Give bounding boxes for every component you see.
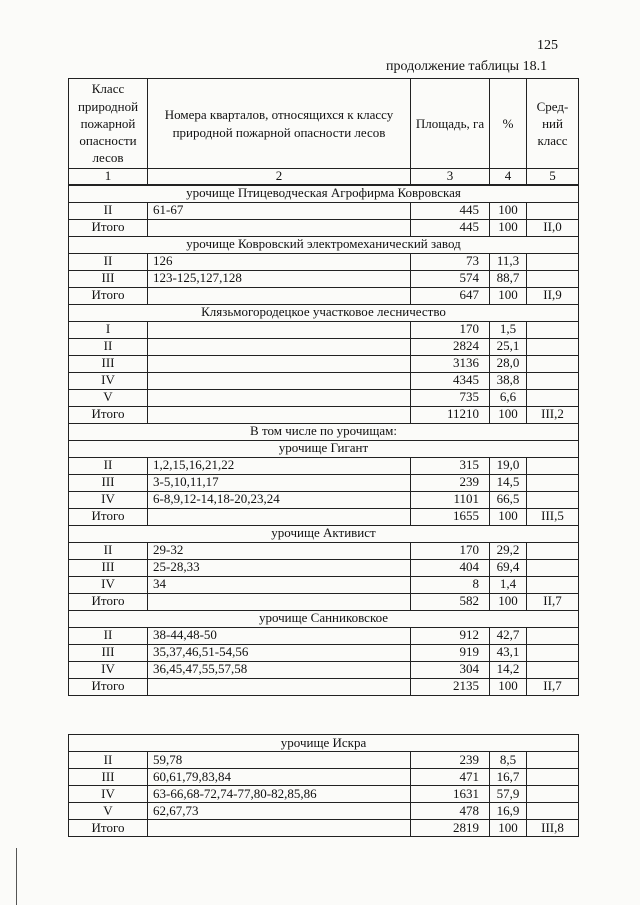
header-quarter-numbers: Номера кварталов, относящихся к классу природной пожарной опасности лесов — [148, 79, 411, 169]
average-class-cell — [527, 752, 579, 769]
percent-cell: 100 — [490, 406, 527, 423]
area-cell: 73 — [411, 253, 490, 270]
header-fire-class: Класс природной пожарной опасности лесов — [69, 79, 148, 169]
average-class-cell — [527, 627, 579, 644]
average-class-cell: III,5 — [527, 508, 579, 525]
area-cell: 170 — [411, 542, 490, 559]
percent-cell: 100 — [490, 678, 527, 695]
table-row — [69, 491, 579, 508]
average-class-cell — [527, 355, 579, 372]
quarter-numbers-cell: 1,2,15,16,21,22 — [148, 457, 411, 474]
percent-cell: 14,2 — [490, 661, 527, 678]
percent-cell: 100 — [490, 219, 527, 236]
table-row — [69, 769, 579, 786]
percent-cell: 16,9 — [490, 803, 527, 820]
quarter-numbers-cell — [148, 678, 411, 695]
section-row — [69, 185, 579, 203]
area-cell: 1101 — [411, 491, 490, 508]
table-header-row — [69, 79, 579, 169]
area-cell: 574 — [411, 270, 490, 287]
fire-class-cell: III — [69, 355, 148, 372]
fire-class-cell: Итого — [69, 678, 148, 695]
average-class-cell — [527, 491, 579, 508]
table-row — [69, 202, 579, 219]
fire-class-cell: II — [69, 542, 148, 559]
column-number: 2 — [148, 169, 411, 185]
quarter-numbers-cell — [148, 389, 411, 406]
section-row — [69, 423, 579, 440]
section-row — [69, 236, 579, 253]
fire-class-cell: Итого — [69, 593, 148, 610]
percent-cell: 57,9 — [490, 786, 527, 803]
table-row — [69, 508, 579, 525]
average-class-cell: III,8 — [527, 820, 579, 837]
percent-cell: 66,5 — [490, 491, 527, 508]
quarter-numbers-cell — [148, 338, 411, 355]
table-row — [69, 474, 579, 491]
table-row — [69, 559, 579, 576]
fire-class-cell: I — [69, 321, 148, 338]
fire-class-cell: II — [69, 752, 148, 769]
quarter-numbers-cell — [148, 508, 411, 525]
area-cell: 445 — [411, 202, 490, 219]
header-percent: % — [490, 79, 527, 169]
table-continuation-label: продолжение таблицы 18.1 — [386, 59, 548, 74]
table-row — [69, 820, 579, 837]
section-row — [69, 735, 579, 752]
column-number: 4 — [490, 169, 527, 185]
average-class-cell: II,9 — [527, 287, 579, 304]
quarter-numbers-cell: 60,61,79,83,84 — [148, 769, 411, 786]
percent-cell: 28,0 — [490, 355, 527, 372]
area-cell: 1631 — [411, 786, 490, 803]
table-row — [69, 287, 579, 304]
section-title: урочище Санниковское — [69, 610, 579, 627]
section-row — [69, 304, 579, 321]
average-class-cell: II,7 — [527, 593, 579, 610]
average-class-cell — [527, 338, 579, 355]
area-cell: 1655 — [411, 508, 490, 525]
fire-class-cell: Итого — [69, 406, 148, 423]
area-cell: 11210 — [411, 406, 490, 423]
average-class-cell — [527, 559, 579, 576]
quarter-numbers-cell: 34 — [148, 576, 411, 593]
average-class-cell: III,2 — [527, 406, 579, 423]
table-row — [69, 457, 579, 474]
percent-cell: 69,4 — [490, 559, 527, 576]
percent-cell: 19,0 — [490, 457, 527, 474]
average-class-cell — [527, 321, 579, 338]
table-row — [69, 542, 579, 559]
area-cell: 735 — [411, 389, 490, 406]
average-class-cell — [527, 542, 579, 559]
percent-cell: 100 — [490, 202, 527, 219]
fire-class-cell: V — [69, 803, 148, 820]
fire-class-cell: Итого — [69, 287, 148, 304]
table-row — [69, 678, 579, 695]
fire-class-cell: II — [69, 253, 148, 270]
quarter-numbers-cell — [148, 406, 411, 423]
average-class-cell — [527, 576, 579, 593]
fire-class-cell: II — [69, 202, 148, 219]
fire-class-cell: III — [69, 769, 148, 786]
section-row — [69, 525, 579, 542]
percent-cell: 8,5 — [490, 752, 527, 769]
percent-cell: 43,1 — [490, 644, 527, 661]
forest-fire-class-table — [68, 78, 579, 696]
area-cell: 582 — [411, 593, 490, 610]
fire-class-cell: III — [69, 644, 148, 661]
table-row — [69, 338, 579, 355]
average-class-cell: II,0 — [527, 219, 579, 236]
quarter-numbers-cell: 35,37,46,51-54,56 — [148, 644, 411, 661]
quarter-numbers-cell: 62,67,73 — [148, 803, 411, 820]
fire-class-cell: Итого — [69, 508, 148, 525]
area-cell: 239 — [411, 752, 490, 769]
average-class-cell: II,7 — [527, 678, 579, 695]
percent-cell: 100 — [490, 820, 527, 837]
area-cell: 304 — [411, 661, 490, 678]
area-cell: 919 — [411, 644, 490, 661]
quarter-numbers-cell: 3-5,10,11,17 — [148, 474, 411, 491]
area-cell: 2824 — [411, 338, 490, 355]
fire-class-cell: V — [69, 389, 148, 406]
area-cell: 315 — [411, 457, 490, 474]
fire-class-cell: IV — [69, 372, 148, 389]
table-row — [69, 372, 579, 389]
average-class-cell — [527, 644, 579, 661]
area-cell: 239 — [411, 474, 490, 491]
percent-cell: 88,7 — [490, 270, 527, 287]
table-row — [69, 627, 579, 644]
table-row — [69, 321, 579, 338]
area-cell: 404 — [411, 559, 490, 576]
area-cell: 8 — [411, 576, 490, 593]
area-cell: 912 — [411, 627, 490, 644]
table-row — [69, 661, 579, 678]
table-row — [69, 406, 579, 423]
header-average-class: Сред-ний класс — [527, 79, 579, 169]
fire-class-cell: IV — [69, 786, 148, 803]
quarter-numbers-cell: 6-8,9,12-14,18-20,23,24 — [148, 491, 411, 508]
average-class-cell — [527, 786, 579, 803]
header-area: Площадь, га — [411, 79, 490, 169]
quarter-numbers-cell: 63-66,68-72,74-77,80-82,85,86 — [148, 786, 411, 803]
percent-cell: 100 — [490, 593, 527, 610]
average-class-cell — [527, 803, 579, 820]
average-class-cell — [527, 372, 579, 389]
percent-cell: 16,7 — [490, 769, 527, 786]
fire-class-cell: II — [69, 627, 148, 644]
fire-class-cell: Итого — [69, 219, 148, 236]
table-row — [69, 752, 579, 769]
quarter-numbers-cell — [148, 820, 411, 837]
average-class-cell — [527, 270, 579, 287]
average-class-cell — [527, 457, 579, 474]
column-number: 5 — [527, 169, 579, 185]
percent-cell: 100 — [490, 508, 527, 525]
area-cell: 4345 — [411, 372, 490, 389]
quarter-numbers-cell: 59,78 — [148, 752, 411, 769]
table-body — [69, 735, 579, 837]
percent-cell: 100 — [490, 287, 527, 304]
percent-cell: 14,5 — [490, 474, 527, 491]
area-cell: 445 — [411, 219, 490, 236]
fire-class-cell: Итого — [69, 820, 148, 837]
fire-class-cell: III — [69, 559, 148, 576]
quarter-numbers-cell — [148, 321, 411, 338]
quarter-numbers-cell: 123-125,127,128 — [148, 270, 411, 287]
section-title: урочище Искра — [69, 735, 579, 752]
quarter-numbers-cell: 36,45,47,55,57,58 — [148, 661, 411, 678]
percent-cell: 1,5 — [490, 321, 527, 338]
quarter-numbers-cell: 38-44,48-50 — [148, 627, 411, 644]
quarter-numbers-cell — [148, 355, 411, 372]
column-number: 1 — [69, 169, 148, 185]
table-row — [69, 593, 579, 610]
table-body — [69, 185, 579, 696]
average-class-cell — [527, 202, 579, 219]
average-class-cell — [527, 769, 579, 786]
table-row — [69, 270, 579, 287]
percent-cell: 25,1 — [490, 338, 527, 355]
fire-class-cell: IV — [69, 661, 148, 678]
quarter-numbers-cell — [148, 372, 411, 389]
quarter-numbers-cell: 126 — [148, 253, 411, 270]
scan-margin-line — [16, 848, 17, 905]
column-number-row — [69, 169, 579, 185]
section-row — [69, 440, 579, 457]
area-cell: 2135 — [411, 678, 490, 695]
section-title: урочище Птицеводческая Агрофирма Ковровская — [69, 185, 579, 203]
table-row — [69, 644, 579, 661]
quarter-numbers-cell — [148, 287, 411, 304]
section-title: Клязьмогородецкое участковое лесничество — [69, 304, 579, 321]
area-cell: 170 — [411, 321, 490, 338]
percent-cell: 38,8 — [490, 372, 527, 389]
percent-cell: 11,3 — [490, 253, 527, 270]
page-number: 125 — [537, 38, 558, 53]
quarter-numbers-cell — [148, 593, 411, 610]
section-title: урочище Активист — [69, 525, 579, 542]
quarter-numbers-cell: 61-67 — [148, 202, 411, 219]
average-class-cell — [527, 389, 579, 406]
area-cell: 478 — [411, 803, 490, 820]
section-title: урочище Гигант — [69, 440, 579, 457]
table-row — [69, 355, 579, 372]
average-class-cell — [527, 661, 579, 678]
fire-class-cell: III — [69, 270, 148, 287]
table-row — [69, 576, 579, 593]
section-title: урочище Ковровский электромеханический завод — [69, 236, 579, 253]
table-row — [69, 786, 579, 803]
percent-cell: 42,7 — [490, 627, 527, 644]
fire-class-cell: III — [69, 474, 148, 491]
percent-cell: 6,6 — [490, 389, 527, 406]
area-cell: 647 — [411, 287, 490, 304]
fire-class-cell: IV — [69, 576, 148, 593]
area-cell: 471 — [411, 769, 490, 786]
table-row — [69, 389, 579, 406]
table-row — [69, 219, 579, 236]
quarter-numbers-cell: 29-32 — [148, 542, 411, 559]
average-class-cell — [527, 253, 579, 270]
area-cell: 2819 — [411, 820, 490, 837]
section-title: В том числе по урочищам: — [69, 423, 579, 440]
percent-cell: 29,2 — [490, 542, 527, 559]
average-class-cell — [527, 474, 579, 491]
table-row — [69, 253, 579, 270]
table-row — [69, 803, 579, 820]
fire-class-cell: II — [69, 457, 148, 474]
area-cell: 3136 — [411, 355, 490, 372]
percent-cell: 1,4 — [490, 576, 527, 593]
quarter-numbers-cell: 25-28,33 — [148, 559, 411, 576]
column-number: 3 — [411, 169, 490, 185]
quarter-numbers-cell — [148, 219, 411, 236]
iskra-table — [68, 734, 579, 837]
fire-class-cell: IV — [69, 491, 148, 508]
fire-class-cell: II — [69, 338, 148, 355]
section-row — [69, 610, 579, 627]
